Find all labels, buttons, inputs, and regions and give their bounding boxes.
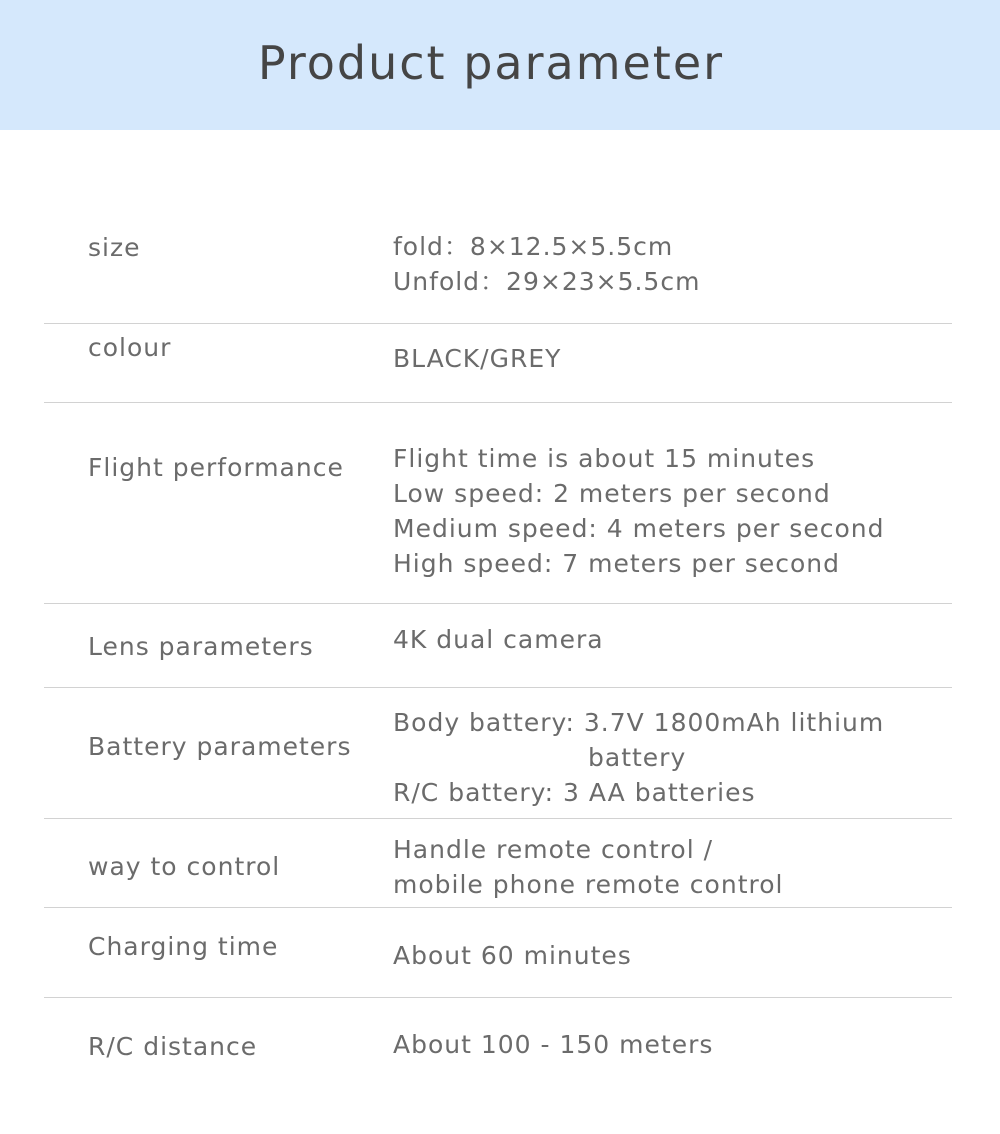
row-value-low-speed: Low speed: 2 meters per second [393,479,831,508]
row-label-rc-distance: R/C distance [88,1032,258,1061]
row-value-mobile-remote: mobile phone remote control [393,870,784,899]
row-divider [44,818,952,819]
row-label-way-to-control: way to control [88,852,281,881]
row-value-medium-speed: Medium speed: 4 meters per second [393,514,885,543]
row-value-high-speed: High speed: 7 meters per second [393,549,840,578]
header-banner [0,0,1000,130]
row-divider [44,687,952,688]
row-value-rc-distance: About 100 - 150 meters [393,1030,714,1059]
row-label-battery-parameters: Battery parameters [88,732,352,761]
row-value-size-unfold: Unfold：29×23×5.5cm [393,267,701,296]
row-value-colour: BLACK/GREY [393,344,562,373]
row-label-lens-parameters: Lens parameters [88,632,314,661]
row-value-lens: 4K dual camera [393,625,604,654]
row-value-charging-time: About 60 minutes [393,941,632,970]
row-label-charging-time: Charging time [88,932,279,961]
row-label-size: size [88,233,141,262]
row-divider [44,402,952,403]
row-value-size-fold: fold：8×12.5×5.5cm [393,232,674,261]
page-title: Product parameter [257,36,725,90]
row-value-flight-time: Flight time is about 15 minutes [393,444,816,473]
row-divider [44,323,952,324]
row-divider [44,997,952,998]
row-label-colour: colour [88,333,172,362]
row-value-body-battery-cont: battery [588,743,687,772]
row-label-flight-performance: Flight performance [88,453,344,482]
row-value-rc-battery: R/C battery: 3 AA batteries [393,778,756,807]
row-divider [44,907,952,908]
row-value-handle-remote: Handle remote control / [393,835,714,864]
row-divider [44,603,952,604]
row-value-body-battery: Body battery: 3.7V 1800mAh lithium [393,708,885,737]
